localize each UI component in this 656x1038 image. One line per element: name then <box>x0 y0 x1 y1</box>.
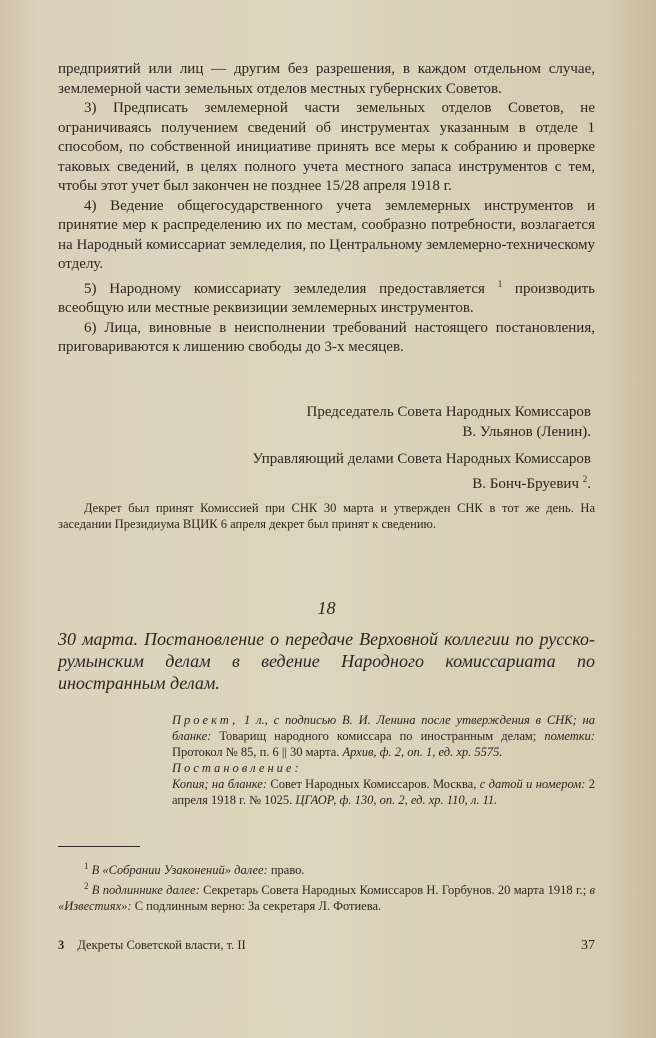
signature-mark: 3 <box>58 938 65 952</box>
footnote-1-text: право. <box>267 863 305 878</box>
footnotes <box>58 858 595 914</box>
paragraph-continued: предприятий или лиц — другим без разрешения, в каждом отдельном случае, землемерной части земельных отделов местных губернских Советов. <box>58 61 595 97</box>
paragraph-3: 3) Предписать землемерной части земельных отделов Советов, не ограничиваясь получением сведений об инструментах указанным в отделе 1 способом, по собственной инициативе принять все меры к собранию и проверке таковых сведений, в целях полного учета местного запаса инструментов с тем, чтобы этот учет был закончен не позднее 15/28 апреля 1918 г. <box>58 100 595 194</box>
paragraph-5 <box>58 275 595 319</box>
project-description <box>58 712 595 760</box>
document-number: 18 <box>317 598 336 618</box>
footnote-ref-2: 2 <box>582 473 588 484</box>
footnote-1-label: В «Собрании Узаконений» далее: <box>88 863 268 878</box>
manager-title: Управляющий делами Совета Народных Комиссаров <box>252 451 591 467</box>
chair-name: В. Ульянов (Ленин). <box>462 423 591 440</box>
chair-title: Председатель Совета Народных Комиссаров <box>306 404 591 420</box>
page-number: 37 <box>581 938 595 953</box>
paragraph-6: 6) Лица, виновные в неисполнении требований настоящего постановления, приговариваются к лишению свободы до 3-х месяцев. <box>58 319 595 355</box>
footnote-2-label-2: в «Известиях»: <box>58 883 596 914</box>
paragraph-5-start: 5) Народному комиссариату земледелия предоставляется <box>84 280 485 297</box>
manager-name: В. Бонч-Бруевич <box>472 475 579 492</box>
project-label: Проект, <box>172 713 239 727</box>
paragraph-5-end: производить всеобщую или местные реквизиции землемерных инструментов. <box>58 280 596 316</box>
decree-body <box>58 60 595 358</box>
project-letterhead: Товарищ народного комиссара по иностранным делам; <box>211 729 537 743</box>
copy-letterhead: Совет Народных Комиссаров. Москва, <box>267 777 477 791</box>
adoption-note-text: Декрет был принят Комиссией при СНК 30 марта и утвержден СНК в тот же день. На заседании Президиума ВЦИК 6 апреля декрет был принят к сведению. <box>58 501 595 531</box>
manager-name-end: . <box>587 475 591 492</box>
copy-description <box>58 776 595 808</box>
footnote-ref-1: 1 <box>497 278 503 289</box>
project-marks: Протокол № 85, п. 6 || 30 марта. <box>172 745 340 759</box>
document-title: 30 марта. Постановление о передаче Верховной коллегии по русско-румынским делам в ведение Народного комиссариата по иностранным делам. <box>58 629 595 693</box>
footnote-divider <box>58 846 140 847</box>
footnote-2-label: В подлиннике далее: <box>88 883 200 898</box>
footnote-2-text: Секретарь Совета Народных Комиссаров Н. Горбунов. 20 марта 1918 г.; <box>199 883 587 898</box>
resolution-label: Постановление: <box>172 761 302 775</box>
page-footer <box>58 938 595 953</box>
footnote-1 <box>58 858 595 878</box>
copy-date-label: с датой и номером: <box>476 777 586 791</box>
document-source <box>58 712 595 808</box>
collection-title: Декреты Советской власти, т. II <box>77 938 246 952</box>
copy-archive: ЦГАОР, ф. 130, оп. 2, ед. хр. 110, л. 11. <box>292 793 498 807</box>
document-18 <box>58 598 595 694</box>
signatures <box>58 403 595 494</box>
project-archive: Архив, ф. 2, оп. 1, ед. хр. 5575. <box>339 745 503 759</box>
resolution-label-line <box>58 760 595 776</box>
project-details: 1 л., с подписью В. И. Ленина после утверждения в СНК; на бланке: <box>172 713 595 743</box>
copy-label: Копия; на бланке: <box>172 777 268 791</box>
footnote-2-mark: 2 <box>84 881 89 892</box>
copy-date: 2 апреля 1918 г. № 1025. <box>172 777 596 807</box>
project-marks-label: пометки: <box>536 729 596 743</box>
footnote-2-text-2: С подлинным верно: За секретаря Л. Фотиева. <box>131 899 382 914</box>
paragraph-4: 4) Ведение общегосударственного учета землемерных инструментов и принятие мер к распределению их по местам, сообразно потребности, возлагается на Народный комиссариат земледелия, по Центральному землемерно-техническому отделу. <box>58 197 595 272</box>
footnote-2 <box>58 878 595 914</box>
manager-name-line <box>58 470 595 495</box>
footnote-1-mark: 1 <box>84 861 89 871</box>
adoption-note <box>58 500 595 532</box>
